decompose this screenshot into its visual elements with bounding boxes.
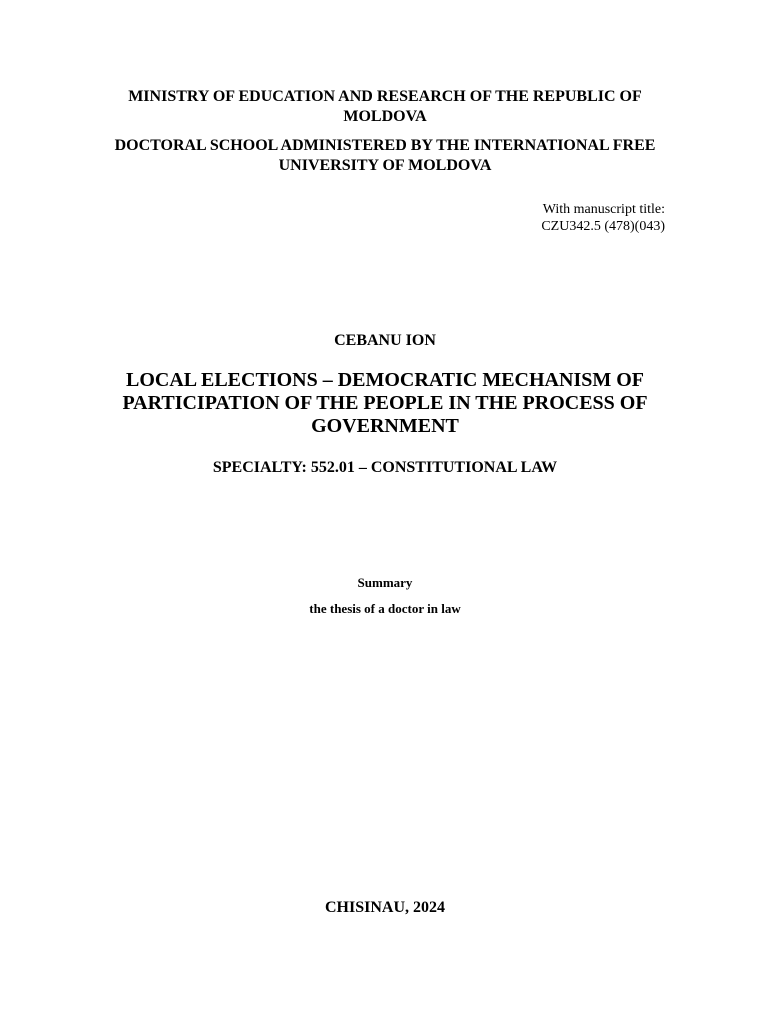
summary-subheading: the thesis of a doctor in law bbox=[309, 601, 461, 616]
manuscript-label: With manuscript title: bbox=[542, 202, 665, 217]
place-year: CHISINAU, 2024 bbox=[324, 899, 445, 916]
manuscript-block bbox=[541, 201, 665, 235]
thesis-title: LOCAL ELECTIONS – DEMOCRATIC MECHANISM OF PARTICIPATION OF THE PEOPLE IN THE PROCESS OF GOVERNMENT bbox=[122, 369, 648, 437]
summary-heading: Summary bbox=[357, 575, 413, 590]
manuscript-code: CZU342.5 (478)(043) bbox=[541, 219, 665, 234]
specialty-line: SPECIALTY: 552.01 – CONSTITUTIONAL LAW bbox=[212, 459, 558, 476]
author-name: CEBANU ION bbox=[334, 332, 436, 349]
doctoral-school-heading: DOCTORAL SCHOOL ADMINISTERED BY THE INTERNATIONAL FREE UNIVERSITY OF MOLDOVA bbox=[114, 137, 656, 174]
ministry-heading: MINISTRY OF EDUCATION AND RESEARCH OF THE REPUBLIC OF MOLDOVA bbox=[128, 88, 642, 125]
